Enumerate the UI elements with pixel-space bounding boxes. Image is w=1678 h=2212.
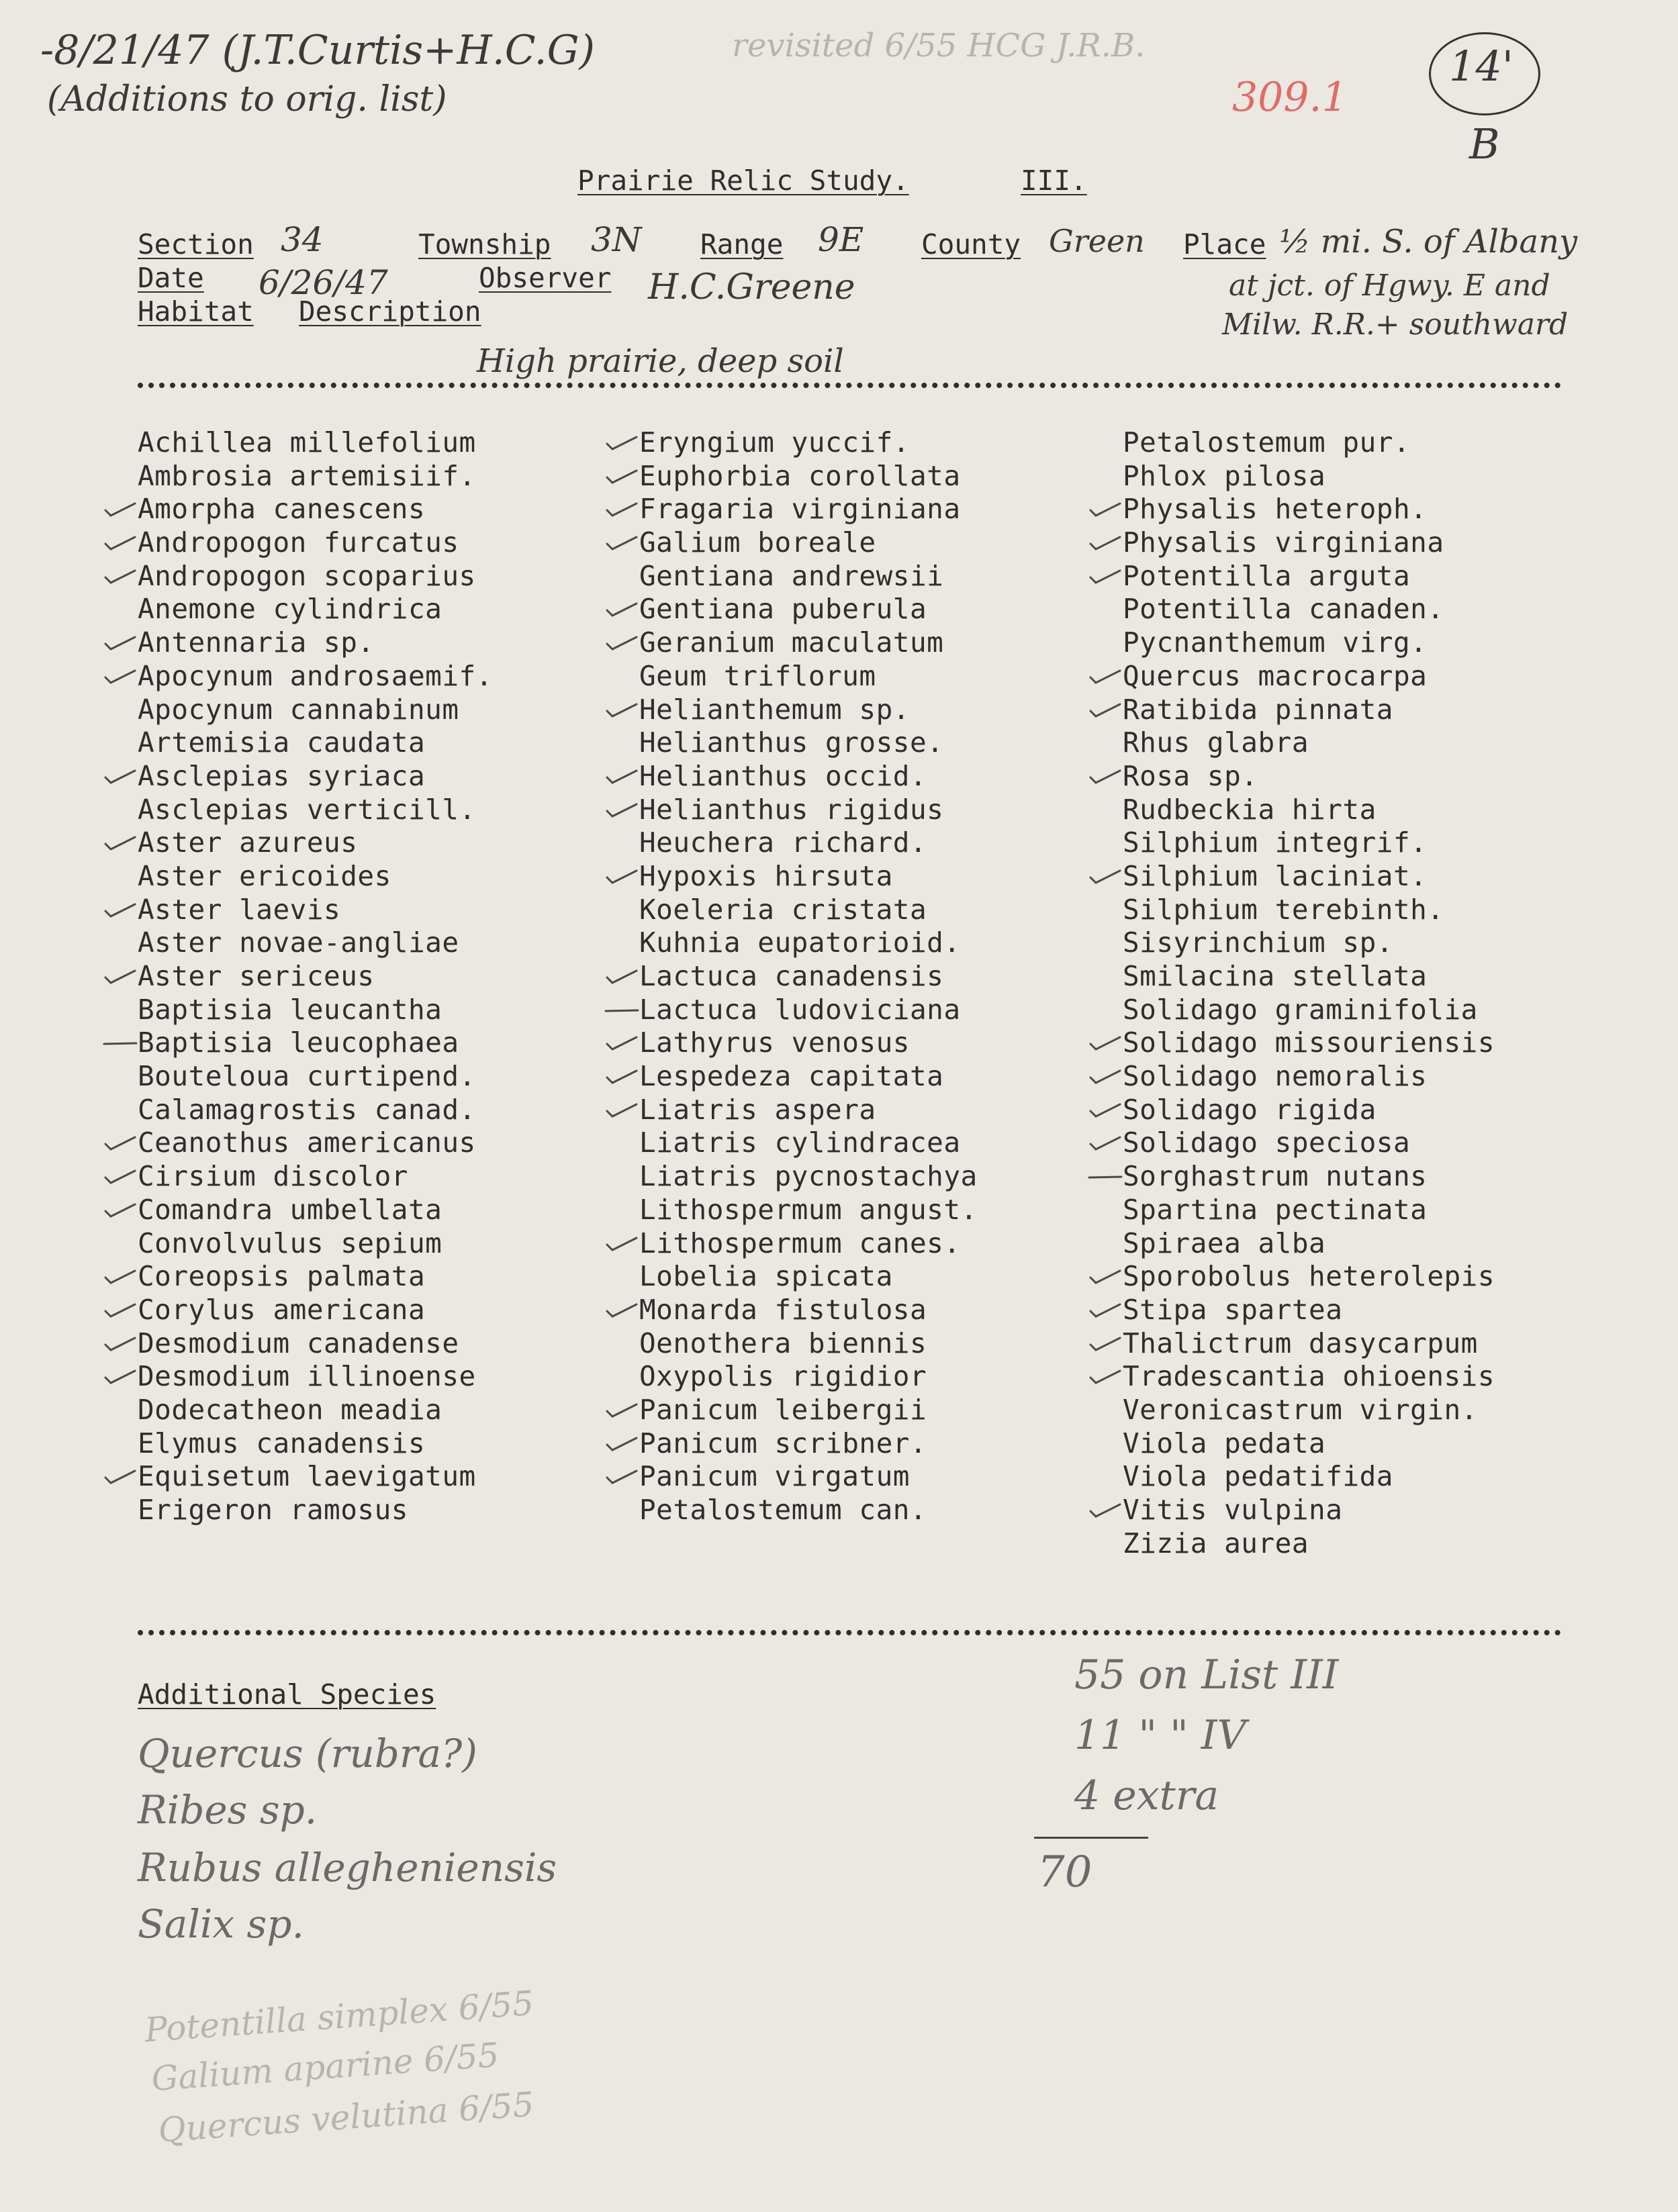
section-label: Section bbox=[138, 228, 254, 260]
check-mark-icon bbox=[1088, 1369, 1123, 1386]
species-name: Viola pedatifida bbox=[1123, 1460, 1393, 1493]
species-name: Gentiana puberula bbox=[639, 593, 927, 626]
township-label: Township bbox=[418, 228, 551, 260]
additional-species-item: Quercus (rubra?) bbox=[138, 1731, 477, 1776]
species-name: Phlox pilosa bbox=[1123, 459, 1326, 492]
observer-label: Observer bbox=[479, 262, 612, 294]
circled-annotation: 14' bbox=[1449, 42, 1513, 91]
species-name: Physalis heteroph. bbox=[1123, 493, 1428, 526]
check-mark-icon bbox=[604, 1403, 639, 1419]
species-name: Lactuca canadensis bbox=[639, 960, 944, 992]
dotted-divider-bottom bbox=[138, 1630, 1561, 1635]
species-name: Antennaria sp. bbox=[138, 626, 375, 659]
tally-line-2: 11 " " IV bbox=[1074, 1712, 1246, 1759]
habitat-label: Habitat bbox=[138, 295, 254, 328]
species-name: Ratibida pinnata bbox=[1123, 693, 1393, 726]
species-name: Hypoxis hirsuta bbox=[639, 859, 893, 892]
species-name: Apocynum cannabinum bbox=[138, 693, 459, 726]
place-label: Place bbox=[1183, 228, 1266, 260]
check-mark-icon bbox=[604, 536, 639, 552]
species-name: Panicum virgatum bbox=[639, 1460, 910, 1493]
species-name: Rosa sp. bbox=[1123, 759, 1258, 792]
species-name: Helianthus rigidus bbox=[639, 793, 944, 826]
species-name: Solidago missouriensis bbox=[1123, 1026, 1495, 1059]
species-name: Sorghastrum nutans bbox=[1123, 1160, 1428, 1193]
species-name: Veronicastrum virgin. bbox=[1123, 1393, 1478, 1426]
check-mark-icon bbox=[604, 1036, 639, 1052]
species-name: Achillea millefolium bbox=[138, 426, 476, 459]
species-name: Asclepias verticill. bbox=[138, 793, 476, 826]
check-mark-icon bbox=[1088, 1503, 1123, 1519]
species-name: Kuhnia eupatorioid. bbox=[639, 926, 961, 959]
county-label: County bbox=[921, 228, 1021, 260]
range-value: 9E bbox=[818, 220, 864, 259]
species-name: Anemone cylindrica bbox=[138, 593, 442, 626]
species-name: Solidago graminifolia bbox=[1123, 993, 1478, 1026]
check-mark-icon bbox=[1088, 1036, 1123, 1052]
species-name: Lithospermum angust. bbox=[639, 1193, 978, 1226]
dash-mark-icon bbox=[1088, 1169, 1123, 1186]
dash-mark-icon bbox=[604, 1003, 639, 1019]
check-mark-icon bbox=[103, 1269, 138, 1286]
species-name: Vitis vulpina bbox=[1123, 1494, 1343, 1526]
species-name: Lespedeza capitata bbox=[639, 1060, 944, 1093]
date-annotation: -8/21/47 (J.T.Curtis+H.C.G) bbox=[40, 27, 595, 74]
species-name: Cirsium discolor bbox=[138, 1160, 408, 1193]
place-line-1: ½ mi. S. of Albany bbox=[1279, 223, 1578, 260]
species-name: Andropogon furcatus bbox=[138, 526, 459, 559]
county-value: Green bbox=[1049, 223, 1145, 259]
check-mark-icon bbox=[604, 969, 639, 985]
species-name: Spiraea alba bbox=[1123, 1227, 1326, 1259]
species-name: Rhus glabra bbox=[1123, 726, 1309, 759]
description-label: Description bbox=[299, 295, 481, 328]
check-mark-icon bbox=[1088, 1269, 1123, 1286]
habitat-value: High prairie, deep soil bbox=[477, 342, 844, 380]
faint-addition: Galium aparine 6/55 bbox=[150, 2035, 501, 2099]
place-line-2: at jct. of Hgwy. E and bbox=[1229, 269, 1550, 303]
additional-species-item: Rubus allegheniensis bbox=[138, 1845, 557, 1890]
check-mark-icon bbox=[604, 602, 639, 618]
species-name: Liatris pycnostachya bbox=[639, 1160, 978, 1193]
tally-line-1: 55 on List III bbox=[1074, 1651, 1339, 1698]
section-value: 34 bbox=[281, 220, 324, 259]
check-mark-icon bbox=[1088, 536, 1123, 552]
species-name: Heuchera richard. bbox=[639, 826, 927, 859]
species-name: Solidago rigida bbox=[1123, 1093, 1377, 1126]
check-mark-icon bbox=[103, 1470, 138, 1486]
species-name: Andropogon scoparius bbox=[138, 559, 476, 592]
check-mark-icon bbox=[103, 636, 138, 652]
species-name: Solidago nemoralis bbox=[1123, 1060, 1428, 1093]
tally-line-3: 4 extra bbox=[1074, 1772, 1219, 1819]
species-name: Bouteloua curtipend. bbox=[138, 1060, 476, 1093]
species-name: Amorpha canescens bbox=[138, 493, 426, 526]
check-mark-icon bbox=[103, 769, 138, 785]
species-name: Lobelia spicata bbox=[639, 1260, 893, 1293]
letter-annotation: B bbox=[1469, 119, 1500, 169]
township-value: 3N bbox=[591, 220, 642, 259]
tally-rule bbox=[1034, 1837, 1148, 1839]
check-mark-icon bbox=[1088, 769, 1123, 785]
check-mark-icon bbox=[604, 1069, 639, 1086]
check-mark-icon bbox=[103, 536, 138, 552]
check-mark-icon bbox=[103, 1369, 138, 1386]
tally-total: 70 bbox=[1037, 1847, 1092, 1897]
check-mark-icon bbox=[604, 803, 639, 819]
species-name: Asclepias syriaca bbox=[138, 759, 426, 792]
species-name: Helianthus occid. bbox=[639, 759, 927, 792]
additions-annotation: (Additions to orig. list) bbox=[47, 79, 447, 119]
species-name: Equisetum laevigatum bbox=[138, 1460, 476, 1493]
faint-addition: Quercus velutina 6/55 bbox=[156, 2084, 536, 2150]
observer-value: H.C.Greene bbox=[648, 267, 855, 307]
check-mark-icon bbox=[604, 469, 639, 485]
check-mark-icon bbox=[103, 903, 138, 919]
species-name: Ambrosia artemisiif. bbox=[138, 459, 476, 492]
check-mark-icon bbox=[604, 436, 639, 452]
additional-species-label: Additional Species bbox=[138, 1678, 436, 1711]
species-name: Lithospermum canes. bbox=[639, 1227, 961, 1259]
species-name: Thalictrum dasycarpum bbox=[1123, 1327, 1478, 1359]
revisited-annotation: revisited 6/55 HCG J.R.B. bbox=[732, 27, 1146, 64]
check-mark-icon bbox=[604, 703, 639, 719]
species-name: Calamagrostis canad. bbox=[138, 1093, 476, 1126]
species-name: Aster sericeus bbox=[138, 960, 375, 992]
check-mark-icon bbox=[604, 869, 639, 885]
check-mark-icon bbox=[1088, 1136, 1123, 1152]
species-name: Panicum scribner. bbox=[639, 1427, 927, 1459]
check-mark-icon bbox=[103, 1303, 138, 1319]
date-value: 6/26/47 bbox=[259, 263, 388, 302]
species-name: Aster laevis bbox=[138, 893, 341, 926]
species-name: Eryngium yuccif. bbox=[639, 426, 910, 459]
check-mark-icon bbox=[103, 502, 138, 518]
species-name: Lathyrus venosus bbox=[639, 1026, 910, 1059]
check-mark-icon bbox=[103, 569, 138, 585]
species-name: Solidago speciosa bbox=[1123, 1126, 1411, 1159]
species-name: Smilacina stellata bbox=[1123, 960, 1428, 992]
species-name: Corylus americana bbox=[138, 1293, 426, 1326]
species-name: Silphium integrif. bbox=[1123, 826, 1428, 859]
species-name: Rudbeckia hirta bbox=[1123, 793, 1377, 826]
species-name: Comandra umbellata bbox=[138, 1193, 442, 1226]
species-name: Stipa spartea bbox=[1123, 1293, 1343, 1326]
range-label: Range bbox=[700, 228, 784, 260]
faint-addition: Potentilla simplex 6/55 bbox=[143, 1983, 535, 2050]
species-name: Potentilla arguta bbox=[1123, 559, 1411, 592]
species-name: Desmodium illinoense bbox=[138, 1360, 476, 1393]
check-mark-icon bbox=[604, 1303, 639, 1319]
species-name: Viola pedata bbox=[1123, 1427, 1326, 1459]
check-mark-icon bbox=[103, 1169, 138, 1186]
page-title: Prairie Relic Study. bbox=[577, 164, 909, 197]
check-mark-icon bbox=[604, 1437, 639, 1453]
species-name: Oenothera biennis bbox=[639, 1327, 927, 1359]
species-name: Lactuca ludoviciana bbox=[639, 993, 961, 1026]
check-mark-icon bbox=[103, 969, 138, 985]
species-name: Potentilla canaden. bbox=[1123, 593, 1444, 626]
check-mark-icon bbox=[604, 502, 639, 518]
species-name: Quercus macrocarpa bbox=[1123, 659, 1428, 692]
species-name: Koeleria cristata bbox=[639, 893, 927, 926]
additional-species-item: Salix sp. bbox=[138, 1901, 304, 1947]
species-name: Artemisia caudata bbox=[138, 726, 426, 759]
check-mark-icon bbox=[604, 1470, 639, 1486]
species-name: Sporobolus heterolepis bbox=[1123, 1260, 1495, 1293]
check-mark-icon bbox=[1088, 1337, 1123, 1353]
species-name: Geranium maculatum bbox=[639, 626, 944, 659]
check-mark-icon bbox=[1088, 502, 1123, 518]
check-mark-icon bbox=[1088, 669, 1123, 685]
species-name: Helianthemum sp. bbox=[639, 693, 910, 726]
species-name: Elymus canadensis bbox=[138, 1427, 426, 1459]
check-mark-icon bbox=[1088, 869, 1123, 885]
species-name: Zizia aurea bbox=[1123, 1527, 1309, 1559]
species-name: Aster azureus bbox=[138, 826, 358, 859]
check-mark-icon bbox=[1088, 703, 1123, 719]
species-name: Aster ericoides bbox=[138, 859, 391, 892]
species-name: Sisyrinchium sp. bbox=[1123, 926, 1393, 959]
check-mark-icon bbox=[604, 1103, 639, 1119]
check-mark-icon bbox=[1088, 1103, 1123, 1119]
species-name: Erigeron ramosus bbox=[138, 1494, 408, 1526]
check-mark-icon bbox=[604, 1237, 639, 1253]
check-mark-icon bbox=[1088, 1303, 1123, 1319]
species-name: Convolvulus sepium bbox=[138, 1227, 442, 1259]
species-name: Galium boreale bbox=[639, 526, 876, 559]
species-name: Coreopsis palmata bbox=[138, 1260, 426, 1293]
species-name: Dodecatheon meadia bbox=[138, 1393, 442, 1426]
species-name: Liatris aspera bbox=[639, 1093, 876, 1126]
species-name: Petalostemum can. bbox=[639, 1494, 927, 1526]
check-mark-icon bbox=[1088, 569, 1123, 585]
dotted-divider-top bbox=[138, 383, 1561, 388]
species-name: Geum triflorum bbox=[639, 659, 876, 692]
species-name: Petalostemum pur. bbox=[1123, 426, 1411, 459]
study-number: III. bbox=[1021, 164, 1087, 197]
check-mark-icon bbox=[103, 669, 138, 685]
additional-species-item: Ribes sp. bbox=[138, 1787, 318, 1833]
record-number: 309.1 bbox=[1232, 74, 1348, 121]
check-mark-icon bbox=[103, 1136, 138, 1152]
species-name: Tradescantia ohioensis bbox=[1123, 1360, 1495, 1393]
species-name: Spartina pectinata bbox=[1123, 1193, 1428, 1226]
dash-mark-icon bbox=[103, 1036, 138, 1052]
species-name: Monarda fistulosa bbox=[639, 1293, 927, 1326]
species-name: Fragaria virginiana bbox=[639, 493, 961, 526]
check-mark-icon bbox=[604, 636, 639, 652]
species-name: Silphium laciniat. bbox=[1123, 859, 1428, 892]
species-name: Baptisia leucophaea bbox=[138, 1026, 459, 1059]
place-line-3: Milw. R.R.+ southward bbox=[1222, 307, 1569, 342]
species-name: Oxypolis rigidior bbox=[639, 1360, 927, 1393]
check-mark-icon bbox=[103, 836, 138, 852]
species-name: Panicum leibergii bbox=[639, 1393, 927, 1426]
species-name: Aster novae-angliae bbox=[138, 926, 459, 959]
check-mark-icon bbox=[1088, 1069, 1123, 1086]
species-name: Gentiana andrewsii bbox=[639, 559, 944, 592]
check-mark-icon bbox=[103, 1337, 138, 1353]
species-name: Euphorbia corollata bbox=[639, 459, 961, 492]
species-name: Baptisia leucantha bbox=[138, 993, 442, 1026]
species-name: Liatris cylindracea bbox=[639, 1126, 961, 1159]
date-label: Date bbox=[138, 262, 204, 294]
species-name: Physalis virginiana bbox=[1123, 526, 1444, 559]
species-name: Apocynum androsaemif. bbox=[138, 659, 493, 692]
species-name: Silphium terebinth. bbox=[1123, 893, 1444, 926]
check-mark-icon bbox=[103, 1203, 138, 1219]
species-name: Pycnanthemum virg. bbox=[1123, 626, 1428, 659]
species-name: Desmodium canadense bbox=[138, 1327, 459, 1359]
check-mark-icon bbox=[604, 769, 639, 785]
species-name: Ceanothus americanus bbox=[138, 1126, 476, 1159]
species-name: Helianthus grosse. bbox=[639, 726, 944, 759]
